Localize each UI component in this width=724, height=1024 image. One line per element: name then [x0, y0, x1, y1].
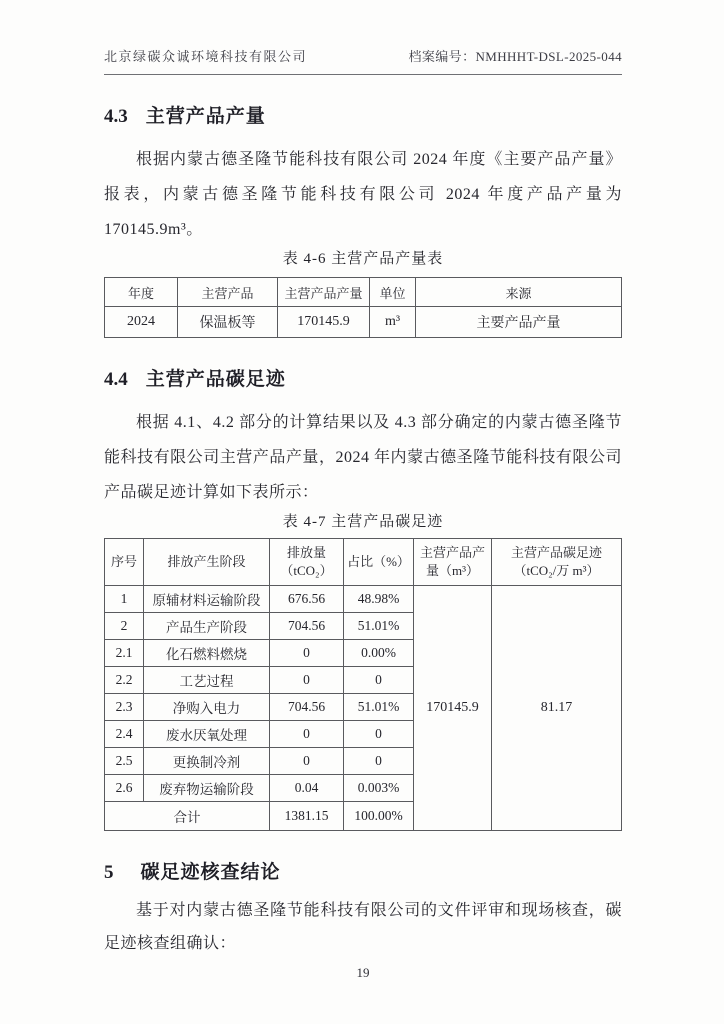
t46-header-output: 主营产品产量: [278, 278, 370, 307]
t47-cell-no: 2.1: [105, 640, 144, 667]
section-4-4-number: 4.4: [104, 369, 128, 390]
t46-header-year: 年度: [105, 278, 178, 307]
t47-cell-stage: 更换制冷剂: [144, 748, 270, 775]
t47-cell-emission: 704.56: [270, 694, 344, 721]
t47-cell-emission: 704.56: [270, 613, 344, 640]
t47-cell-no: 2.5: [105, 748, 144, 775]
table-4-7-caption: 表 4-7 主营产品碳足迹: [282, 514, 444, 530]
t47-cell-no: 1: [105, 586, 144, 613]
t47-header-emission-line1: 排放量: [286, 545, 326, 560]
t47-header-no: 序号: [105, 539, 144, 586]
t47-cell-share: 0.00%: [344, 640, 414, 667]
t47-cell-emission: 0.04: [270, 775, 344, 802]
table-4-6-caption: 表 4-6 主营产品产量表: [282, 251, 444, 267]
t47-cell-share: 0.003%: [344, 775, 414, 802]
section-4-3-heading: [104, 101, 622, 128]
t47-header-footprint-line2: （tCO₂/万 m³）: [513, 563, 600, 578]
section-4-3-title: 主营产品产量: [145, 106, 266, 127]
company-name: 北京绿碳众诚环境科技有限公司: [104, 49, 308, 64]
t47-cell-stage: 原辅材料运输阶段: [144, 586, 270, 613]
section-4-4-title: 主营产品碳足迹: [145, 369, 286, 390]
section-5-paragraph: 基于对内蒙古德圣隆节能科技有限公司的文件评审和现场核查，碳足迹核查组确认：: [104, 902, 622, 952]
t47-cell-share: 48.98%: [344, 586, 414, 613]
t47-total-emission: 1381.15: [270, 802, 344, 831]
t47-cell-stage: 净购入电力: [144, 694, 270, 721]
t47-merged-footprint: 81.17: [492, 586, 622, 831]
t47-cell-no: 2.6: [105, 775, 144, 802]
t47-cell-no: 2.4: [105, 721, 144, 748]
table-4-6-header-row: [105, 278, 622, 307]
t47-total-label: 合计: [105, 802, 270, 831]
t47-total-share: 100.00%: [344, 802, 414, 831]
t47-cell-share: 0: [344, 721, 414, 748]
t47-cell-emission: 0: [270, 640, 344, 667]
section-5-title: 碳足迹核查结论: [140, 862, 281, 883]
t47-cell-share: 51.01%: [344, 613, 414, 640]
t47-header-emission: [270, 539, 344, 586]
t46-cell-output: 170145.9: [278, 307, 370, 338]
page-number: 19: [356, 965, 370, 980]
table-row: [105, 586, 622, 613]
t47-cell-stage: 工艺过程: [144, 667, 270, 694]
table-4-6: [104, 277, 622, 338]
t46-header-unit: 单位: [370, 278, 416, 307]
t47-cell-stage: 化石燃料燃烧: [144, 640, 270, 667]
t47-cell-stage: 废水厌氧处理: [144, 721, 270, 748]
t46-cell-unit: m³: [370, 307, 416, 338]
t47-header-output: [414, 539, 492, 586]
t47-header-stage: 排放产生阶段: [144, 539, 270, 586]
t47-header-output-line1: 主营产品产: [419, 545, 485, 560]
table-4-7-header-row: [105, 539, 622, 586]
t46-cell-product: 保温板等: [178, 307, 278, 338]
t47-cell-no: 2.2: [105, 667, 144, 694]
t47-cell-share: 51.01%: [344, 694, 414, 721]
t46-cell-source: 主要产品产量: [416, 307, 622, 338]
table-4-7: [104, 538, 622, 831]
t47-cell-share: 0: [344, 667, 414, 694]
t47-cell-emission: 0: [270, 748, 344, 775]
file-number: [408, 46, 622, 65]
t47-cell-emission: 676.56: [270, 586, 344, 613]
document-header: [104, 46, 622, 75]
t47-header-output-line2: 量（m³）: [425, 563, 479, 578]
t47-cell-no: 2: [105, 613, 144, 640]
t46-cell-year: 2024: [105, 307, 178, 338]
t47-cell-emission: 0: [270, 721, 344, 748]
section-4-4-heading: [104, 364, 622, 391]
file-number-value: NMHHHT-DSL-2025-044: [475, 49, 622, 64]
t46-header-source: 来源: [416, 278, 622, 307]
section-4-4-paragraph: 根据 4.1、4.2 部分的计算结果以及 4.3 部分确定的内蒙古德圣隆节能科技有限公司主营产品产量，2024 年内蒙古德圣隆节能科技有限公司产品碳足迹计算如下表所示：: [104, 414, 622, 501]
t47-cell-stage: 废弃物运输阶段: [144, 775, 270, 802]
t47-header-footprint-line1: 主营产品碳足迹: [510, 545, 602, 560]
t47-cell-stage: 产品生产阶段: [144, 613, 270, 640]
t46-header-product: 主营产品: [178, 278, 278, 307]
t47-cell-share: 0: [344, 748, 414, 775]
t47-header-emission-line2: （tCO₂）: [280, 563, 333, 578]
table-row: [105, 307, 622, 338]
t47-cell-no: 2.3: [105, 694, 144, 721]
file-number-label: 档案编号：: [408, 49, 476, 64]
section-5-number: 5: [104, 862, 114, 883]
section-4-3-paragraph: 根据内蒙古德圣隆节能科技有限公司 2024 年度《主要产品产量》报表，内蒙古德圣隆节能科技有限公司 2024 年度产品产量为 170145.9m³。: [104, 151, 622, 238]
section-4-3-number: 4.3: [104, 106, 128, 127]
t47-header-footprint: [492, 539, 622, 586]
section-5-heading: [104, 857, 622, 884]
t47-merged-output: 170145.9: [414, 586, 492, 831]
t47-header-share: 占比（%）: [344, 539, 414, 586]
t47-cell-emission: 0: [270, 667, 344, 694]
